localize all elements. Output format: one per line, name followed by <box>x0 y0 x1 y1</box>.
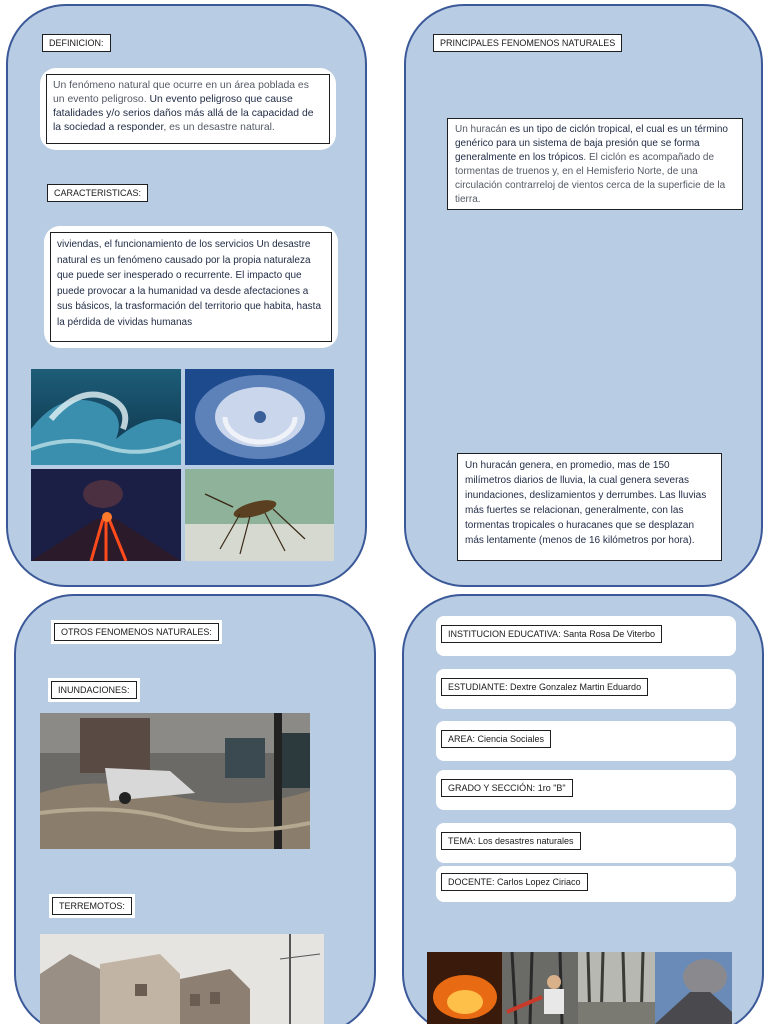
docente-card <box>436 866 736 902</box>
terremotos-label: TERREMOTOS: <box>52 897 132 915</box>
caracteristicas-label: CARACTERISTICAS: <box>47 184 148 202</box>
volcano-eruption-image <box>31 469 181 561</box>
huracan-lluvia-text: Un huracán genera, en promedio, mas de 150 milímetros diarios de lluvia, la cual genera severas inundaciones, deslizamientos y derrumbes. Las lluvias más fuertes se relacionan, generalmente, con las tormentas tropicales o huracanes que se desplazan más lentamente (menos de 16 kilómetros por hora). <box>457 453 722 561</box>
ocean-wave-image <box>31 369 181 465</box>
definicion-label: DEFINICION: <box>42 34 111 52</box>
estudiante-label: ESTUDIANTE: Dextre Gonzalez Martin Eduardo <box>441 678 648 696</box>
area-card <box>436 721 736 761</box>
caracteristicas-card <box>44 226 338 348</box>
definicion-run-1: Un evento peligroso que cause fatalidades y/o serios daños más allá de la capacidad de la sociedad a responder <box>53 94 314 133</box>
definicion-text <box>46 74 330 144</box>
wildfire-image <box>427 952 502 1024</box>
burnt-forest-image <box>578 952 655 1024</box>
principales-label: PRINCIPALES FENOMENOS NATURALES <box>433 34 622 52</box>
earthquake-ruins-image <box>40 934 324 1024</box>
tema-card <box>436 823 736 863</box>
institucion-label: INSTITUCION EDUCATIVA: Santa Rosa De Viterbo <box>441 625 662 643</box>
hurricane-satellite-image <box>185 369 334 465</box>
caracteristicas-text: viviendas, el funcionamiento de los servicios Un desastre natural es un fenómeno causado por la propia naturaleza que puede ser inesperado o recurrente. El impacto que puede provocar a la humanidad va desde afectaciones a sus básicos, la trasformación del territorio que habita, hasta la pérdida de vividas humanas <box>50 232 332 342</box>
inundaciones-label: INUNDACIONES: <box>51 681 137 699</box>
flood-street-image <box>40 713 310 849</box>
mosquito-image <box>185 469 334 561</box>
docente-label: DOCENTE: Carlos Lopez Ciriaco <box>441 873 588 891</box>
tema-label: TEMA: Los desastres naturales <box>441 832 581 850</box>
definicion-run-0: Un fenómeno natural que ocurre en un área poblada es un evento peligroso. <box>53 80 309 105</box>
area-label: AREA: Ciencia Sociales <box>441 730 551 748</box>
grado-label: GRADO Y SECCIÓN: 1ro "B" <box>441 779 573 797</box>
firefighter-image <box>502 952 578 1024</box>
definicion-card <box>40 68 336 150</box>
volcano-ash-image <box>655 952 732 1024</box>
huracan-run-0: Un huracán <box>455 124 510 135</box>
grado-card <box>436 770 736 810</box>
huracan-run-2: . El ciclón es acompañado de tormentas de truenos y, en el Hemisferio Norte, de una circulación contrarreloj de vientos cerca de la superficie de la tierra. <box>455 152 726 205</box>
huracan-run-1: es un tipo de ciclón tropical, el cual es un término genérico para un sistema de baja presión que se forma generalmente en los trópicos <box>455 124 728 163</box>
otros-label: OTROS FENOMENOS NATURALES: <box>54 623 219 641</box>
institucion-card <box>436 616 736 656</box>
estudiante-card <box>436 669 736 709</box>
huracan-text <box>447 118 743 210</box>
definicion-run-2: , es un desastre natural. <box>163 122 275 133</box>
